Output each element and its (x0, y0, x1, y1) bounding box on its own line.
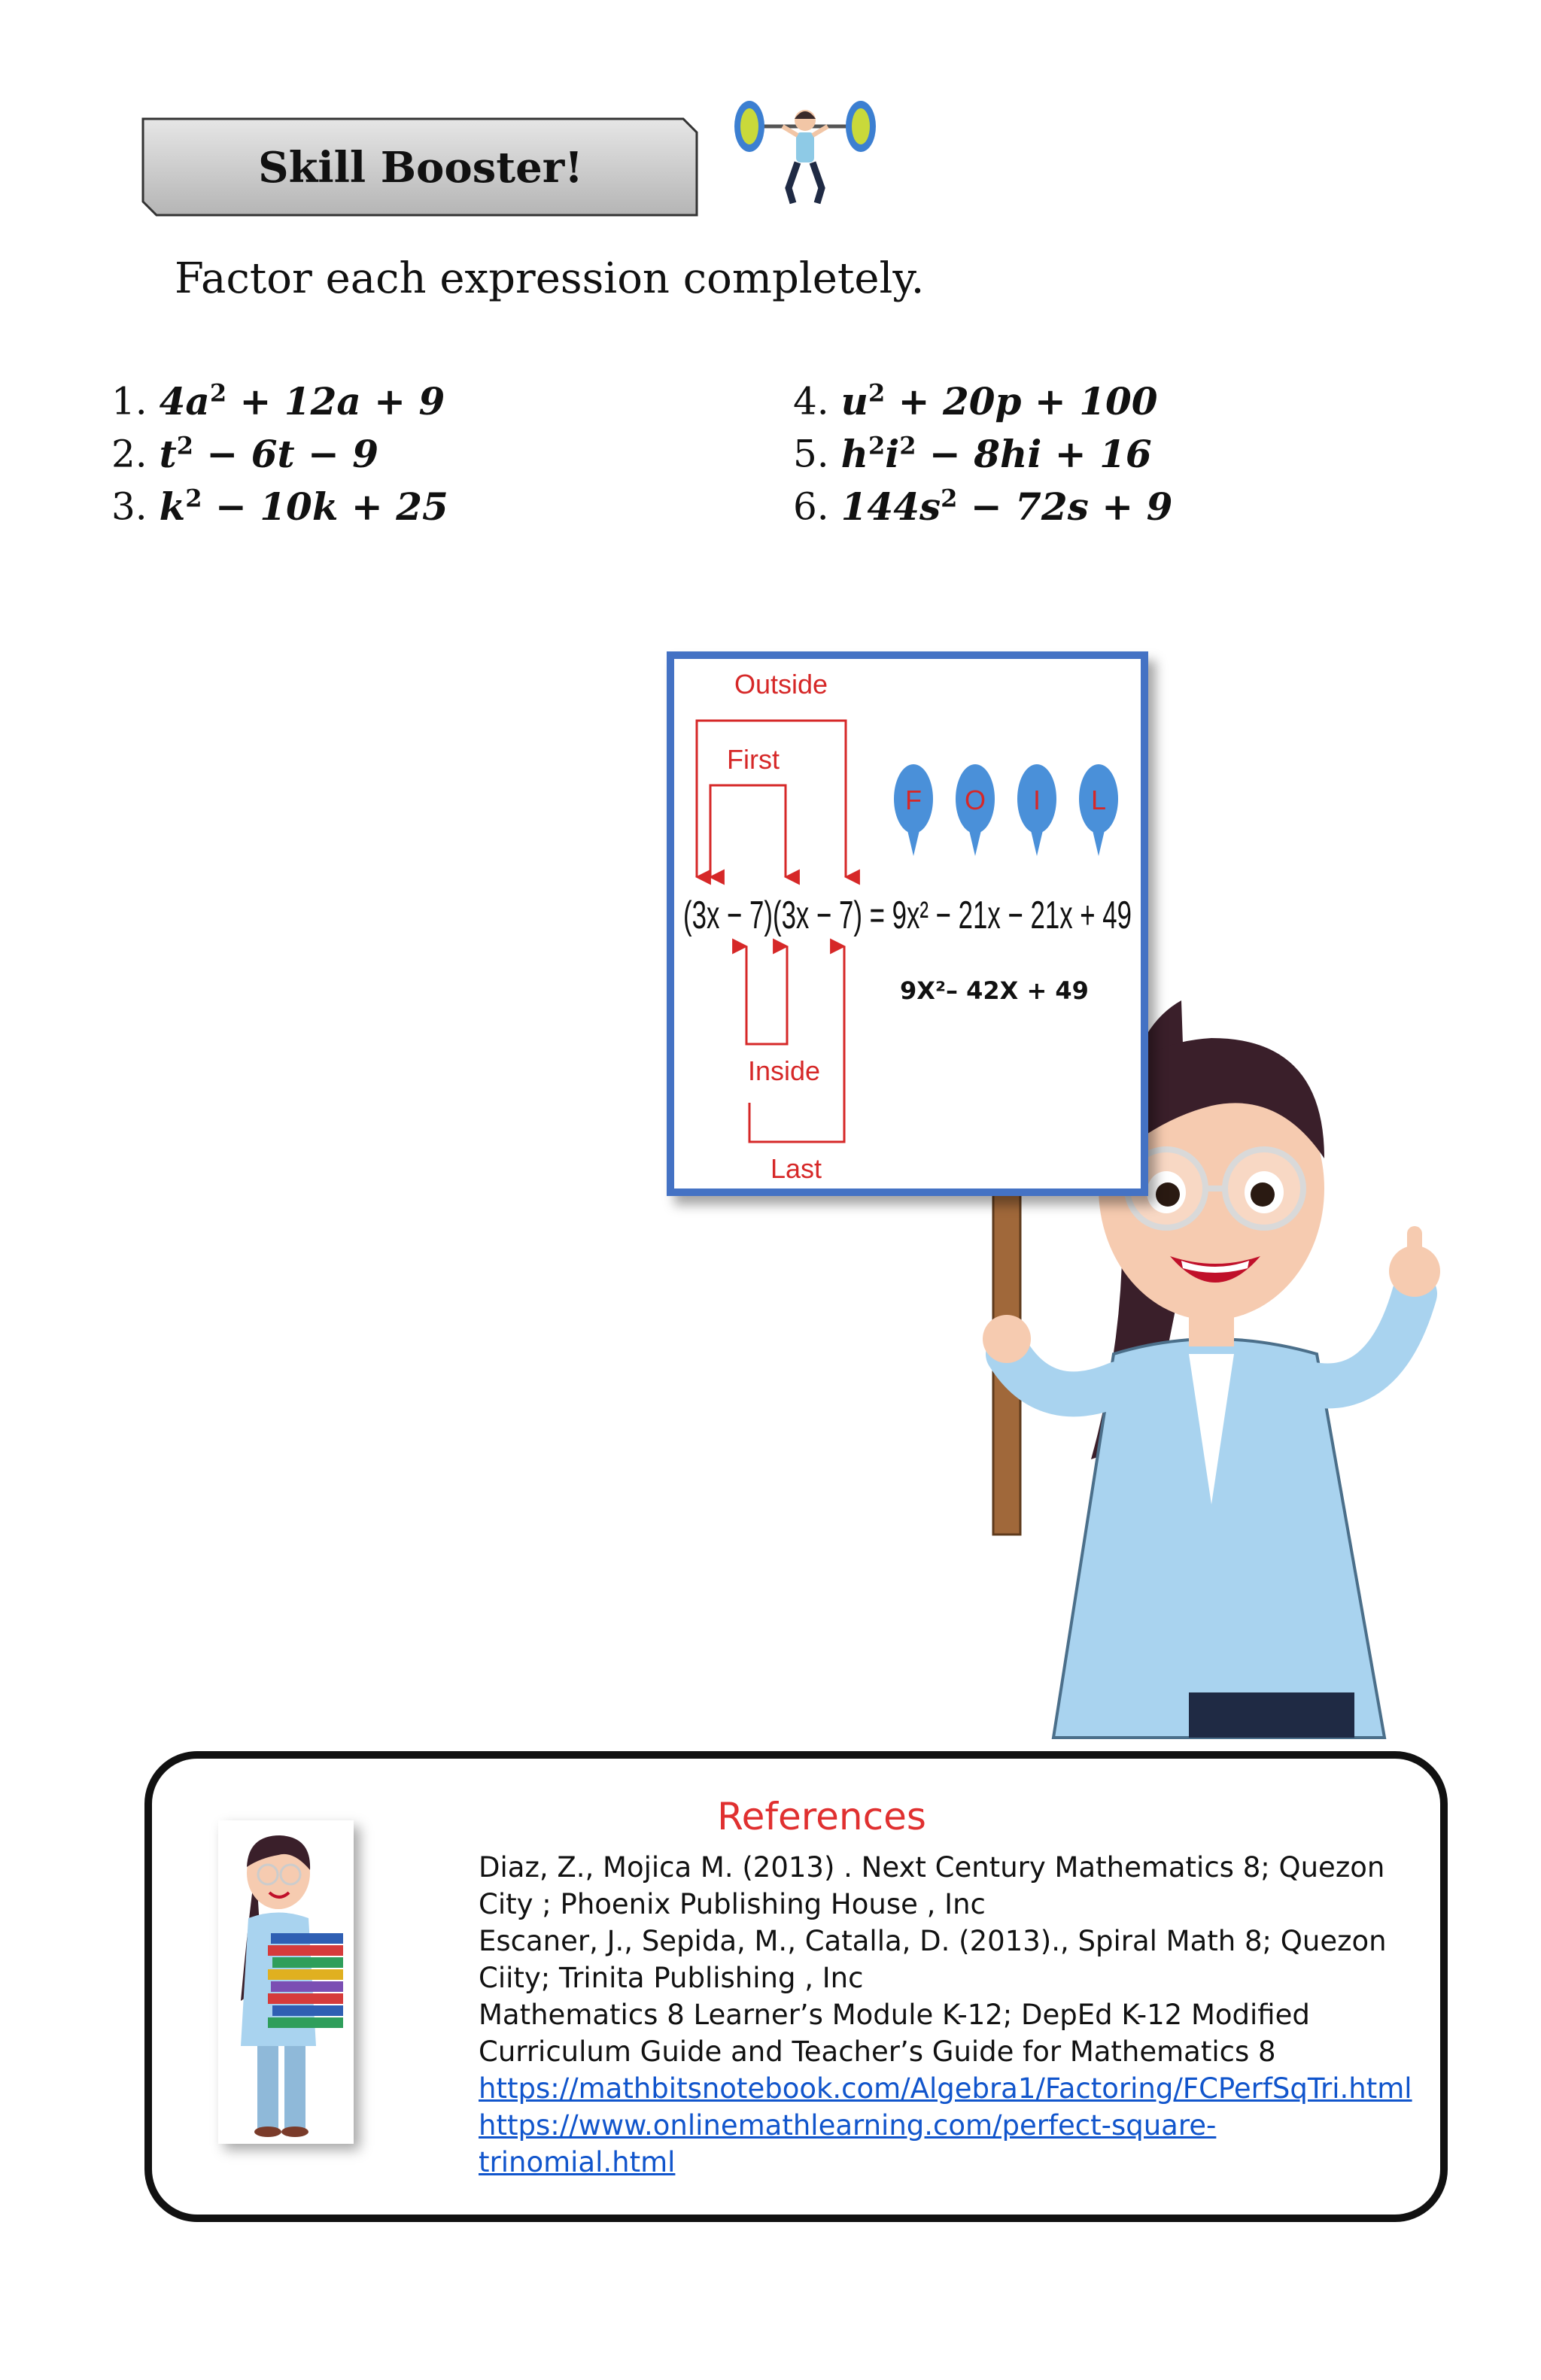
problem-expression: $144s^2 - 72s + 9$ (840, 484, 1173, 529)
weightlifter-illustration (730, 98, 880, 211)
teacher-with-books-illustration (218, 1820, 354, 2144)
reference-line: Escaner, J., Sepida, M., Catalla, D. (2013)., Spiral Math 8; Quezon (479, 1925, 1387, 1957)
problem-2 (111, 423, 378, 477)
problem-expression: $4a^2 + 12a + 9$ (159, 378, 445, 423)
problem-6 (793, 475, 1172, 530)
problem-expression: $h^2i^2 - 8hi + 16$ (840, 431, 1152, 476)
references-box (144, 1751, 1448, 2222)
foil-label-first: First (727, 744, 780, 775)
references-list (479, 1849, 1434, 2181)
reference-line: Diaz, Z., Mojica M. (2013) . Next Century Mathematics 8; Quezon (479, 1851, 1385, 1884)
problem-expression: $u^2 + 20p + 100$ (840, 378, 1158, 423)
problem-number: 5. (793, 432, 829, 476)
foil-method-board (667, 651, 1148, 1196)
reference-link-mathbits[interactable]: https://mathbitsnotebook.com/Algebra1/Factoring/FCPerfSqTri.html (479, 2072, 1412, 2105)
foil-bubble-i (1017, 764, 1056, 856)
foil-label-last: Last (770, 1153, 822, 1184)
problem-number: 6. (793, 484, 829, 529)
problem-expression: $k^2 - 10k + 25$ (159, 484, 448, 529)
banner-title: Skill Booster! (258, 143, 583, 193)
reference-line: Curriculum Guide and Teacher’s Guide for Mathematics 8 (479, 2035, 1276, 2068)
foil-label-inside: Inside (748, 1055, 821, 1086)
foil-label-outside: Outside (734, 669, 828, 700)
svg-text:I: I (1032, 785, 1041, 815)
foil-result: 9X²– 42X + 49 (900, 976, 1089, 1005)
problem-1 (111, 370, 445, 424)
svg-text:L: L (1090, 785, 1107, 815)
foil-bubble-f (894, 764, 933, 856)
reference-line: Mathematics 8 Learner’s Module K-12; DepEd K-12 Modified (479, 1999, 1310, 2031)
problem-number: 4. (793, 379, 829, 423)
foil-bubble-o (956, 764, 995, 856)
foil-bubble-l (1079, 764, 1118, 856)
references-title: References (717, 1795, 926, 1838)
reference-line: Ciity; Trinita Publishing , Inc (479, 1962, 864, 1994)
skill-booster-banner (143, 119, 698, 217)
reference-link-onlinemathlearning[interactable]: https://www.onlinemathlearning.com/perfect-square- (479, 2109, 1217, 2142)
problem-expression: $t^2 - 6t - 9$ (159, 431, 379, 476)
problem-number: 2. (111, 432, 147, 476)
foil-equation: (3x − 7)(3x − 7) = 9x² − 21x − 21x + 49 (683, 894, 1132, 937)
problem-4 (793, 370, 1158, 424)
problem-number: 1. (111, 379, 147, 423)
problem-3 (111, 475, 448, 530)
svg-text:O: O (964, 785, 986, 815)
reference-link-onlinemathlearning-cont[interactable]: trinomial.html (479, 2146, 676, 2178)
problem-number: 3. (111, 484, 147, 529)
instruction-text: Factor each expression completely. (175, 254, 925, 303)
problem-5 (793, 423, 1152, 477)
svg-text:F: F (905, 785, 922, 815)
reference-line: City ; Phoenix Publishing House , Inc (479, 1888, 986, 1920)
